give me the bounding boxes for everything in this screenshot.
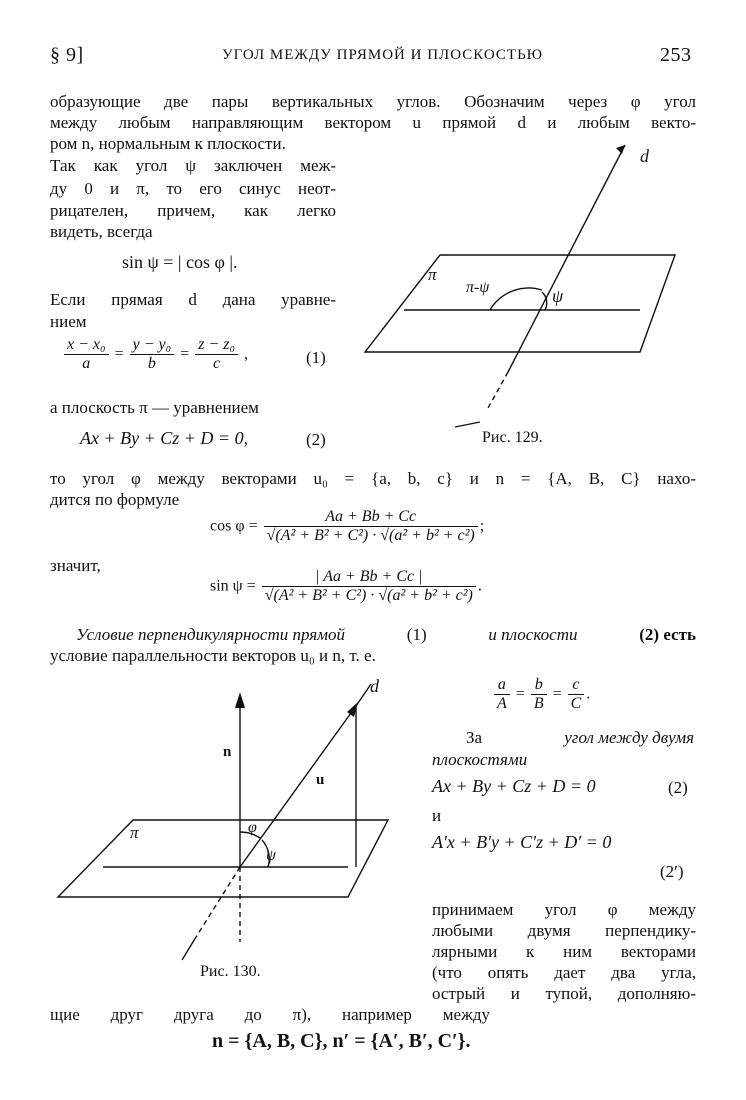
paragraph-line: рицателен, причем, как легко: [50, 201, 336, 220]
figure-130: [48, 672, 408, 962]
arc-pi-minus-psi: [490, 288, 542, 310]
equation-plane: Ax + By + Cz + D = 0,: [80, 428, 249, 448]
arrow-n: [235, 692, 245, 708]
label-u: u: [316, 772, 325, 788]
line-d-dashed: [196, 867, 240, 937]
equation-sin-psi-full: sin ψ = $\frac{| Aa + Bb + Cc |}{\text{√(A² + B² + C²) · √(a² + b² + c²)}}$ .: [210, 568, 482, 605]
paragraph-line: Условие перпендикулярности прямой (1) и плоскости (2) есть: [76, 625, 696, 644]
paragraph-line: ду 0 и π, то его синус неот-: [50, 179, 336, 198]
paragraph-line: между любым направляющим вектором u прямой d и любым векто-: [50, 113, 696, 132]
equation-parallel: $\frac{a}{A}$ = $\frac{b}{B}$ = $\frac{c}{C}$ .: [492, 676, 590, 714]
label-pi-minus-psi: π-ψ: [466, 279, 490, 296]
paragraph-line: щие друг друга до π), например между: [50, 1005, 490, 1024]
line-d-bottom: [455, 422, 480, 427]
running-title: УГОЛ МЕЖДУ ПРЯМОЙ И ПЛОСКОСТЬЮ: [222, 47, 544, 63]
equation-line-canonical: $\frac{\text{x − x₀}}{a}$ = $\frac{\text{y − y₀}}{b}$ = $\frac{\text{z − z₀}}{c}$ ,: [62, 336, 248, 374]
figure-caption: Рис. 129.: [482, 429, 543, 446]
paragraph-line: ром n, нормальным к плоскости.: [50, 134, 286, 153]
label-pi: π: [130, 823, 139, 842]
line-d-upper: [356, 684, 371, 706]
paragraph-line: условие параллельности векторов u₀ и n, т. е.: [50, 646, 376, 665]
label-psi: ψ: [266, 847, 276, 864]
paragraph-line: любыми двумя перпендику-: [432, 921, 696, 940]
paragraph-line: За угол между двумя: [466, 728, 694, 747]
paragraph-line: видеть, всегда: [50, 222, 153, 241]
paragraph-line: значит,: [50, 556, 101, 575]
plane-parallelogram: [365, 255, 675, 352]
equation-sin-psi: sin ψ = | cos φ |.: [122, 252, 238, 272]
page-number: 253: [660, 44, 692, 66]
line-d-dashed: [488, 372, 508, 408]
equation-normals: n = {A, B, C}, n′ = {A′, B′, C′}.: [212, 1030, 471, 1052]
figure-129: [360, 140, 680, 430]
paragraph-line: нием: [50, 312, 87, 331]
label-d: d: [370, 676, 379, 696]
paragraph-line: и: [432, 806, 442, 825]
paragraph-line: а плоскость π — уравнением: [50, 398, 259, 417]
paragraph-line: (что опять дает два угла,: [432, 963, 696, 982]
equation-tag: (1): [306, 348, 326, 367]
paragraph-line: лярными к ним векторами: [432, 942, 696, 961]
equation-cos-phi: cos φ = $\frac{Aa + Bb + Cc}{\text{√(A² + B² + C²) · √(a² + b² + c²)}}$ ;: [210, 508, 485, 545]
line-d-bottom: [182, 937, 196, 960]
paragraph-line: дится по формуле: [50, 490, 180, 509]
label-n: n: [223, 744, 232, 760]
section-number: § 9]: [50, 44, 84, 66]
paragraph-line: Так как угол ψ заключен меж-: [50, 156, 336, 175]
paragraph-line: Если прямая d дана уравне-: [50, 290, 336, 309]
vector-u: [240, 706, 356, 867]
equation-plane-1: Ax + By + Cz + D = 0: [432, 776, 596, 796]
equation-tag: (2): [306, 430, 326, 449]
figure-caption: Рис. 130.: [200, 963, 261, 980]
line-d: [508, 145, 625, 372]
paragraph-line: то угол φ между векторами u₀ = {a, b, c} и n = {A, B, C} нахо-: [50, 469, 696, 488]
paragraph-line: плоскостями: [432, 750, 528, 769]
plane-parallelogram: [58, 820, 388, 897]
equation-tag: (2′): [660, 862, 684, 881]
paragraph-line: принимаем угол φ между: [432, 900, 696, 919]
paragraph-line: образующие две пары вертикальных углов. Обозначим через φ угол: [50, 92, 696, 111]
label-phi: φ: [248, 819, 257, 836]
label-psi: ψ: [552, 286, 564, 306]
label-pi: π: [428, 265, 437, 284]
paragraph-line: острый и тупой, дополняю-: [432, 984, 696, 1003]
equation-plane-2: A′x + B′y + C′z + D′ = 0: [432, 832, 612, 852]
equation-tag: (2): [668, 778, 688, 797]
label-d: d: [640, 146, 649, 166]
